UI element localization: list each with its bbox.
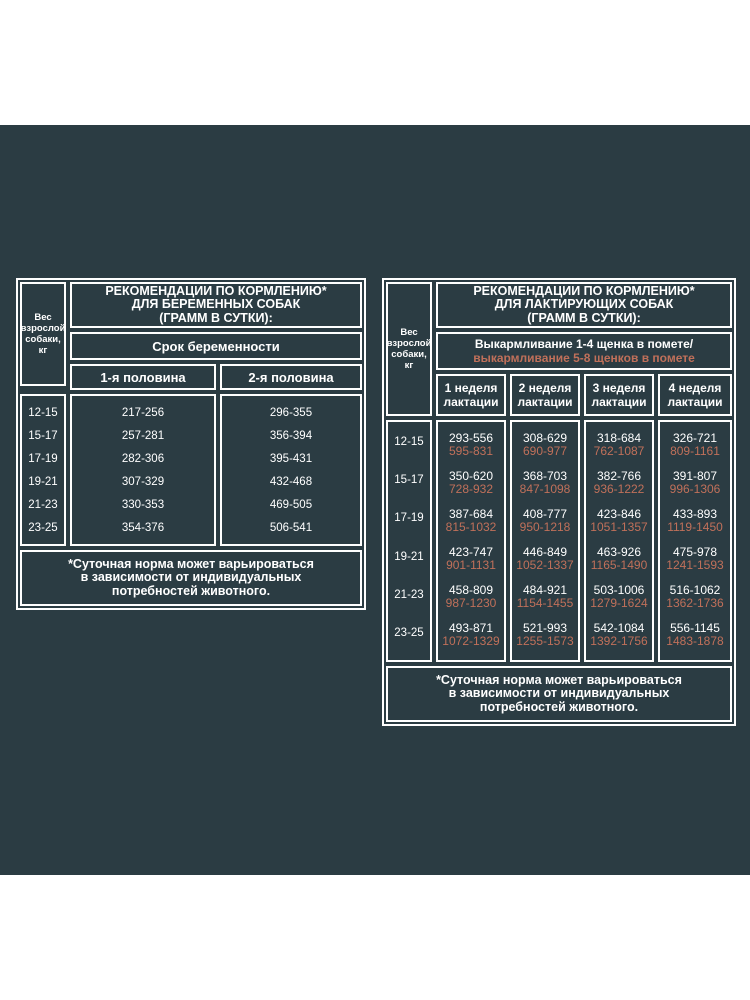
pregnant-weight-header-text: Вес взрослой собаки, кг <box>20 312 66 356</box>
week-4-small-litter-value: 433-893 <box>672 507 718 521</box>
week-3-large-litter-value: 936-1222 <box>593 482 645 496</box>
week-2-small-litter-value: 521-993 <box>522 621 568 635</box>
pregnant-footnote-line3: потребностей животного. <box>111 583 271 598</box>
lactating-weight-cell: 19-21 <box>394 550 424 563</box>
week-3-header-line2: лактации <box>591 395 647 409</box>
week-1-header-line1: 1 неделя <box>444 381 498 395</box>
pregnant-title-line1: РЕКОМЕНДАЦИИ ПО КОРМЛЕНИЮ* <box>105 283 327 298</box>
lactating-weight-column <box>386 420 432 662</box>
week-1-large-litter-value: 728-932 <box>448 482 494 496</box>
lactating-weight-cell: 17-19 <box>394 512 424 525</box>
week-3-large-litter-value: 1392-1756 <box>590 634 648 648</box>
week-4-large-litter-value: 996-1306 <box>669 482 721 496</box>
pregnant-first-half-cell: 257-281 <box>121 430 165 442</box>
week-1-small-litter-value: 293-556 <box>448 431 494 445</box>
lactating-litter-large: выкармливание 5-8 щенков в помете <box>473 351 695 365</box>
week-3-small-litter-value: 318-684 <box>596 431 642 445</box>
lactating-weight-header-text: Вес взрослой собаки, кг <box>386 327 432 371</box>
week-1-header <box>436 374 506 416</box>
pregnant-weight-cell: 12-15 <box>28 407 58 419</box>
week-4-header <box>658 374 732 416</box>
week-4-small-litter-value: 556-1145 <box>670 621 720 635</box>
pregnant-period-header <box>70 332 362 360</box>
lactating-litter-small: Выкармливание 1-4 щенка в помете/ <box>474 337 694 351</box>
week-1-small-litter-value: 423-747 <box>448 545 494 559</box>
pregnant-title-box <box>70 282 362 328</box>
week-2-small-litter-value: 484-921 <box>522 583 568 597</box>
lactating-footnote-line3: потребностей животного. <box>479 699 639 714</box>
pregnant-weight-cell: 15-17 <box>28 430 58 442</box>
lactating-litter-header <box>436 332 732 370</box>
week-1-large-litter-value: 1072-1329 <box>442 634 500 648</box>
pregnant-weight-cell: 19-21 <box>28 476 58 488</box>
pregnant-second-half-cell: 395-431 <box>269 453 313 465</box>
pregnant-second-half-cell: 432-468 <box>269 476 313 488</box>
week-2-header-line1: 2 неделя <box>518 381 572 395</box>
week-1-header-line2: лактации <box>443 395 499 409</box>
week-3-large-litter-value: 1279-1624 <box>590 596 648 610</box>
week-4-header-line2: лактации <box>667 395 723 409</box>
pregnant-weight-column <box>20 394 66 546</box>
pregnant-second-half-cell: 296-355 <box>269 407 313 419</box>
week-3-small-litter-value: 542-1084 <box>593 621 645 635</box>
lactating-weight-cell: 15-17 <box>394 474 424 487</box>
pregnant-footnote <box>20 550 362 606</box>
lactating-title-box <box>436 282 732 328</box>
week-2-small-litter-value: 368-703 <box>522 469 568 483</box>
week-4-small-litter-value: 516-1062 <box>669 583 721 597</box>
week-4-large-litter-value: 1483-1878 <box>666 634 724 648</box>
week-1-small-litter-value: 493-871 <box>448 621 494 635</box>
pregnant-first-half-cell: 282-306 <box>121 453 165 465</box>
week-2-large-litter-value: 1154-1455 <box>516 596 574 610</box>
pregnant-first-half-cell: 354-376 <box>121 522 165 534</box>
pregnant-second-half-cell: 356-394 <box>269 430 313 442</box>
week-2-header <box>510 374 580 416</box>
pregnant-title-line3: (ГРАММ В СУТКИ): <box>159 310 273 325</box>
week-2-header-line2: лактации <box>517 395 573 409</box>
pregnant-footnote-line2: в зависимости от индивидуальных <box>80 570 302 585</box>
lactating-title-line1: РЕКОМЕНДАЦИИ ПО КОРМЛЕНИЮ* <box>473 283 695 298</box>
lactating-weight-cell: 21-23 <box>394 588 424 601</box>
week-1-small-litter-value: 458-809 <box>448 583 494 597</box>
week-3-small-litter-value: 423-846 <box>596 507 642 521</box>
week-4-large-litter-value: 1241-1593 <box>666 558 724 572</box>
week-4-large-litter-value: 1119-1450 <box>667 520 723 534</box>
pregnant-col2-header <box>220 364 362 390</box>
pregnant-period-header-text: Срок беременности <box>152 338 280 354</box>
pregnant-weight-cell: 23-25 <box>28 522 58 534</box>
week-3-small-litter-value: 463-926 <box>596 545 642 559</box>
week-2-large-litter-value: 1052-1337 <box>516 558 574 572</box>
pregnant-first-half-column <box>70 394 216 546</box>
lactating-title-line3: (ГРАММ В СУТКИ): <box>527 310 641 325</box>
lactating-footnote <box>386 666 732 722</box>
pregnant-col1-header <box>70 364 216 390</box>
week-1-large-litter-value: 987-1230 <box>445 596 497 610</box>
week-4-large-litter-value: 1362-1736 <box>666 596 724 610</box>
lactating-weight-cell: 12-15 <box>394 436 424 448</box>
pregnant-second-half-cell: 469-505 <box>269 499 313 511</box>
lactating-title-line2: ДЛЯ ЛАКТИРУЮЩИХ СОБАК <box>494 297 674 312</box>
lactating-footnote-line2: в зависимости от индивидуальных <box>448 686 670 701</box>
pregnant-title-line2: ДЛЯ БЕРЕМЕННЫХ СОБАК <box>131 297 301 312</box>
week-3-header <box>584 374 654 416</box>
week-1-large-litter-value: 595-831 <box>448 444 494 458</box>
pregnant-col2-header-text: 2-я половина <box>248 369 334 385</box>
week-2-small-litter-value: 408-777 <box>522 507 568 521</box>
week-2-small-litter-value: 308-629 <box>522 431 568 445</box>
week-4-small-litter-value: 391-807 <box>672 469 718 483</box>
week-2-large-litter-value: 690-977 <box>522 444 568 458</box>
week-1-small-litter-value: 350-620 <box>448 469 494 483</box>
pregnant-weight-cell: 21-23 <box>28 499 58 511</box>
pregnant-first-half-cell: 307-329 <box>121 476 165 488</box>
week-3-large-litter-value: 1051-1357 <box>590 520 648 534</box>
week-4-column <box>658 420 732 662</box>
week-2-large-litter-value: 847-1098 <box>519 482 571 496</box>
pregnant-second-half-cell: 506-541 <box>269 522 313 534</box>
pregnant-first-half-cell: 330-353 <box>121 499 165 511</box>
week-4-large-litter-value: 809-1161 <box>670 444 720 458</box>
pregnant-footnote-line1: *Суточная норма может варьироваться <box>68 556 314 571</box>
week-4-small-litter-value: 475-978 <box>672 545 718 559</box>
pregnant-weight-header <box>20 282 66 386</box>
week-2-small-litter-value: 446-849 <box>522 545 568 559</box>
week-2-large-litter-value: 950-1218 <box>519 520 571 534</box>
week-4-header-line1: 4 неделя <box>668 381 722 395</box>
week-3-large-litter-value: 762-1087 <box>593 444 645 458</box>
week-3-column <box>584 420 654 662</box>
lactating-weight-cell: 23-25 <box>394 626 424 639</box>
pregnant-col1-header-text: 1-я половина <box>100 369 186 385</box>
week-3-small-litter-value: 503-1006 <box>593 583 645 597</box>
week-3-header-line1: 3 неделя <box>592 381 646 395</box>
lactating-weight-header <box>386 282 432 416</box>
pregnant-weight-cell: 17-19 <box>28 453 58 465</box>
week-1-column <box>436 420 506 662</box>
week-1-small-litter-value: 387-684 <box>448 507 494 521</box>
pregnant-first-half-cell: 217-256 <box>121 407 165 419</box>
week-3-large-litter-value: 1165-1490 <box>590 558 648 572</box>
pregnant-second-half-column <box>220 394 362 546</box>
week-2-column <box>510 420 580 662</box>
week-1-large-litter-value: 901-1131 <box>446 558 496 572</box>
week-2-large-litter-value: 1255-1573 <box>516 634 574 648</box>
week-3-small-litter-value: 382-766 <box>596 469 642 483</box>
lactating-footnote-line1: *Суточная норма может варьироваться <box>436 672 682 687</box>
week-4-small-litter-value: 326-721 <box>672 431 718 445</box>
week-1-large-litter-value: 815-1032 <box>445 520 497 534</box>
